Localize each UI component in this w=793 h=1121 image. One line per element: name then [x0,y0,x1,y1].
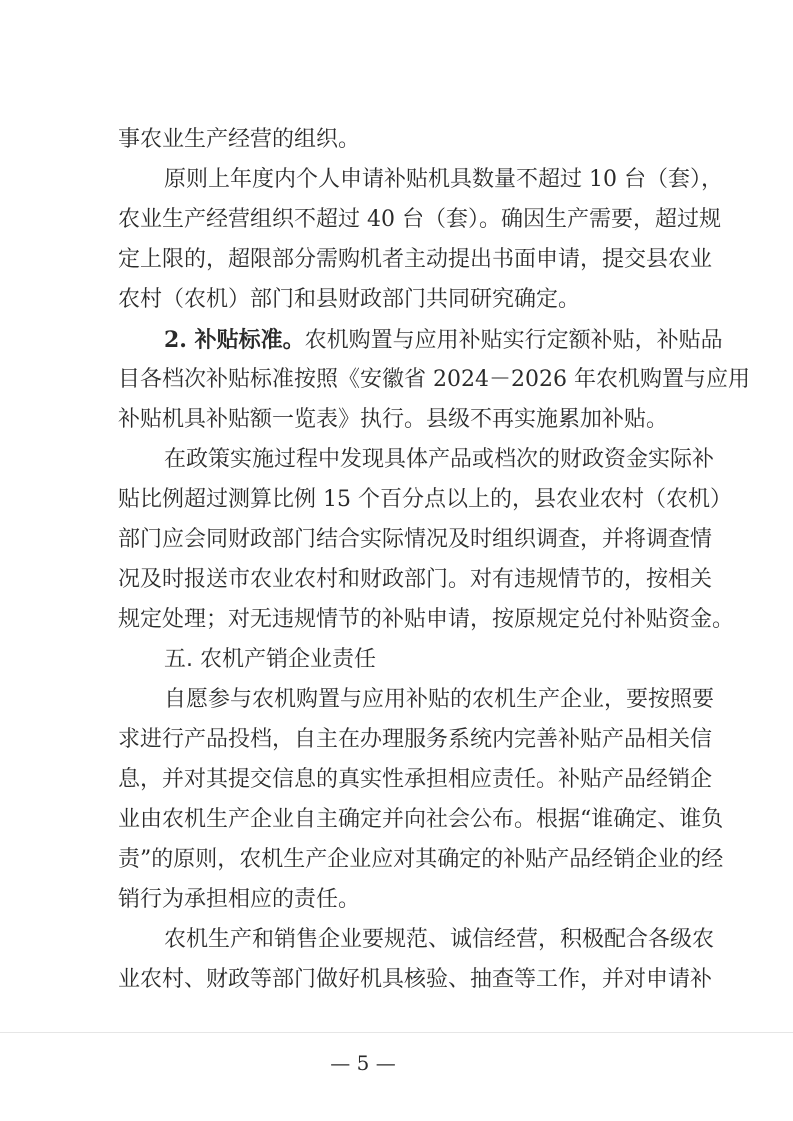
paragraph-line: 业由农机生产企业自主确定并向社会公布。根据“谁确定、谁负 [118,807,724,832]
paragraph-line: 补贴机具补贴额一览表》执行。县级不再实施累加补贴。 [118,407,669,432]
paragraph-line: 事农业生产经营的组织。 [118,127,361,152]
page-number: — 5 — [330,1051,396,1075]
paragraph-line: 况及时报送市农业农村和财政部门。对有违规情节的，按相关 [118,567,713,592]
paragraph-line: 求进行产品投档，自主在办理服务系统内完善补贴产品相关信 [118,727,713,752]
subsection-title: 2. 补贴标准。 [164,327,305,353]
document-body [118,120,750,1000]
paragraph-line: 贴比例超过测算比例 15 个百分点以上的，县农业农村（农机） [118,487,732,512]
paragraph-line: 在政策实施过程中发现具体产品或档次的财政资金实际补 [164,447,715,472]
paragraph-line: 息，并对其提交信息的真实性承担相应责任。补贴产品经销企 [118,767,713,792]
paragraph-line: 目各档次补贴标准按照《安徽省 2024－2026 年农机购置与应用 [118,367,750,392]
paragraph-line [118,320,723,360]
paragraph-line: 农村（农机）部门和县财政部门共同研究确定。 [118,287,581,312]
paragraph-line: 定上限的，超限部分需购机者主动提出书面申请，提交县农业 [118,247,713,272]
paragraph-line: 农业生产经营组织不超过 40 台（套）。确因生产需要，超过规 [118,207,721,232]
paragraph-line: 规定处理；对无违规情节的补贴申请，按原规定兑付补贴资金。 [118,607,735,632]
paragraph-line: 农机生产和销售企业要规范、诚信经营，积极配合各级农 [164,927,715,952]
paragraph-text: 农机购置与应用补贴实行定额补贴，补贴品 [304,328,723,353]
paragraph-line: 原则上年度内个人申请补贴机具数量不超过 10 台（套）， [164,167,723,192]
paragraph-line: 责”的原则，农机生产企业应对其确定的补贴产品经销企业的经 [118,847,724,872]
footer-divider [0,1032,793,1033]
paragraph-line: 部门应会同财政部门结合实际情况及时组织调查，并将调查情 [118,527,713,552]
paragraph-line: 销行为承担相应的责任。 [118,887,361,912]
paragraph-line: 业农村、财政等部门做好机具核验、抽查等工作，并对申请补 [118,967,713,992]
section-heading: 五. 农机产销企业责任 [164,647,376,672]
paragraph-line: 自愿参与农机购置与应用补贴的农机生产企业，要按照要 [164,687,715,712]
